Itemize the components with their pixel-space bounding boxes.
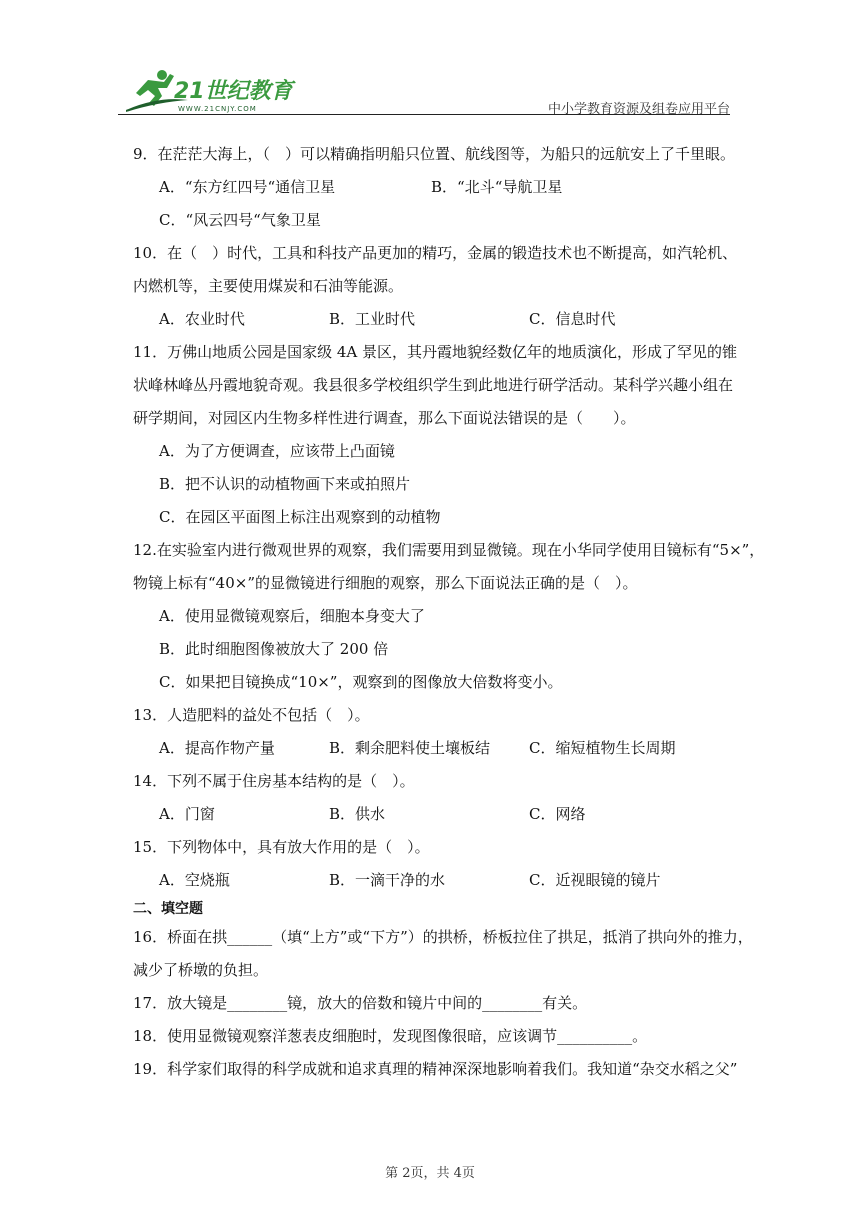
question-12-line2: 物镜上标有“40×”的显微镜进行细胞的观察，那么下面说法正确的是（ ）。 [133, 574, 638, 592]
question-13: 13．人造肥料的益处不包括（ ）。 [133, 706, 370, 724]
question-11-line3: 研学期间，对园区内生物多样性进行调查，那么下面说法错误的是（ ）。 [133, 409, 636, 427]
question-12-line1: 12.在实验室内进行微观世界的观察，我们需要用到显微镜。现在小华同学使用目镜标有“5×”， [133, 541, 765, 559]
header-rule [118, 114, 730, 115]
option-a: A．“东方红四号“通信卫星 [159, 178, 336, 196]
option-a: A．为了方便调查，应该带上凸面镜 [159, 442, 395, 460]
question-11-line2: 状峰林峰丛丹霞地貌奇观。我县很多学校组织学生到此地进行研学活动。某科学兴趣小组在 [133, 376, 734, 394]
option-c: C．如果把目镜换成“10×”，观察到的图像放大倍数将变小。 [159, 673, 563, 691]
question-14: 14．下列不属于住房基本结构的是（ ）。 [133, 772, 415, 790]
option-b: B．工业时代 [329, 310, 416, 328]
page-number: 第 2页，共 4页 [385, 1166, 475, 1181]
option-b: B．剩余肥料使土壤板结 [329, 739, 491, 757]
option-c: C．在园区平面图上标注出观察到的动植物 [159, 508, 441, 526]
option-a: A．提高作物产量 [159, 739, 275, 757]
question-10-line1: 10．在（ ）时代，工具和科技产品更加的精巧，金属的锻造技术也不断提高，如汽轮机、 [133, 244, 738, 262]
option-a: A．门窗 [159, 805, 215, 823]
question-16-line1: 16．桥面在拱______（填“上方”或“下方”）的拱桥，桥板拉住了拱足，抵消了拱向外的推力， [133, 928, 753, 946]
logo-text: 21世纪教育 [174, 79, 293, 104]
question-13-options [133, 732, 733, 765]
question-11-line1: 11．万佛山地质公园是国家级 4A 景区，其丹霞地貌经数亿年的地质演化，形成了罕见的锥 [133, 343, 738, 361]
question-10-line2: 内燃机等，主要使用煤炭和石油等能源。 [133, 277, 404, 295]
logo-url: WWW.21CNJY.COM [178, 105, 257, 113]
option-b: B．把不认识的动植物画下来或拍照片 [159, 475, 411, 493]
option-a: A．空烧瓶 [159, 871, 230, 889]
site-logo [118, 66, 308, 116]
option-a: A．农业时代 [159, 310, 245, 328]
question-list [133, 138, 765, 1086]
question-14-options [133, 798, 733, 831]
option-c: C．网络 [529, 805, 586, 823]
page-header [118, 66, 730, 118]
question-17: 17．放大镜是________镜，放大的倍数和镜片中间的________有关。 [133, 994, 588, 1012]
question-19: 19．科学家们取得的科学成就和追求真理的精神深深地影响着我们。我知道“杂交水稻之父” [133, 1060, 738, 1078]
option-b: B．“北斗“导航卫星 [431, 178, 563, 196]
platform-name: 中小学教育资源及组卷应用平台 [547, 102, 730, 117]
option-c: C．缩短植物生长周期 [529, 739, 676, 757]
option-a: A．使用显微镜观察后，细胞本身变大了 [159, 607, 425, 625]
question-18: 18．使用显微镜观察洋葱表皮细胞时，发现图像很暗，应该调节__________。 [133, 1027, 648, 1045]
question-15: 15．下列物体中，具有放大作用的是（ ）。 [133, 838, 430, 856]
question-9: 9．在茫茫大海上，（ ）可以精确指明船只位置、航线图等，为船只的远航安上了千里眼。 [133, 145, 736, 163]
option-b: B．此时细胞图像被放大了 200 倍 [159, 640, 389, 658]
option-c: C．近视眼镜的镜片 [529, 871, 661, 889]
option-b: B．供水 [329, 805, 386, 823]
question-15-options [133, 864, 733, 897]
question-16-line2: 减少了桥墩的负担。 [133, 961, 269, 979]
section-title-fill-in: 二、填空题 [133, 901, 203, 917]
question-10-options [133, 303, 733, 336]
question-9-options [133, 171, 733, 204]
option-c: C．信息时代 [529, 310, 616, 328]
option-c: C．“风云四号“气象卫星 [159, 211, 321, 229]
option-b: B．一滴干净的水 [329, 871, 446, 889]
